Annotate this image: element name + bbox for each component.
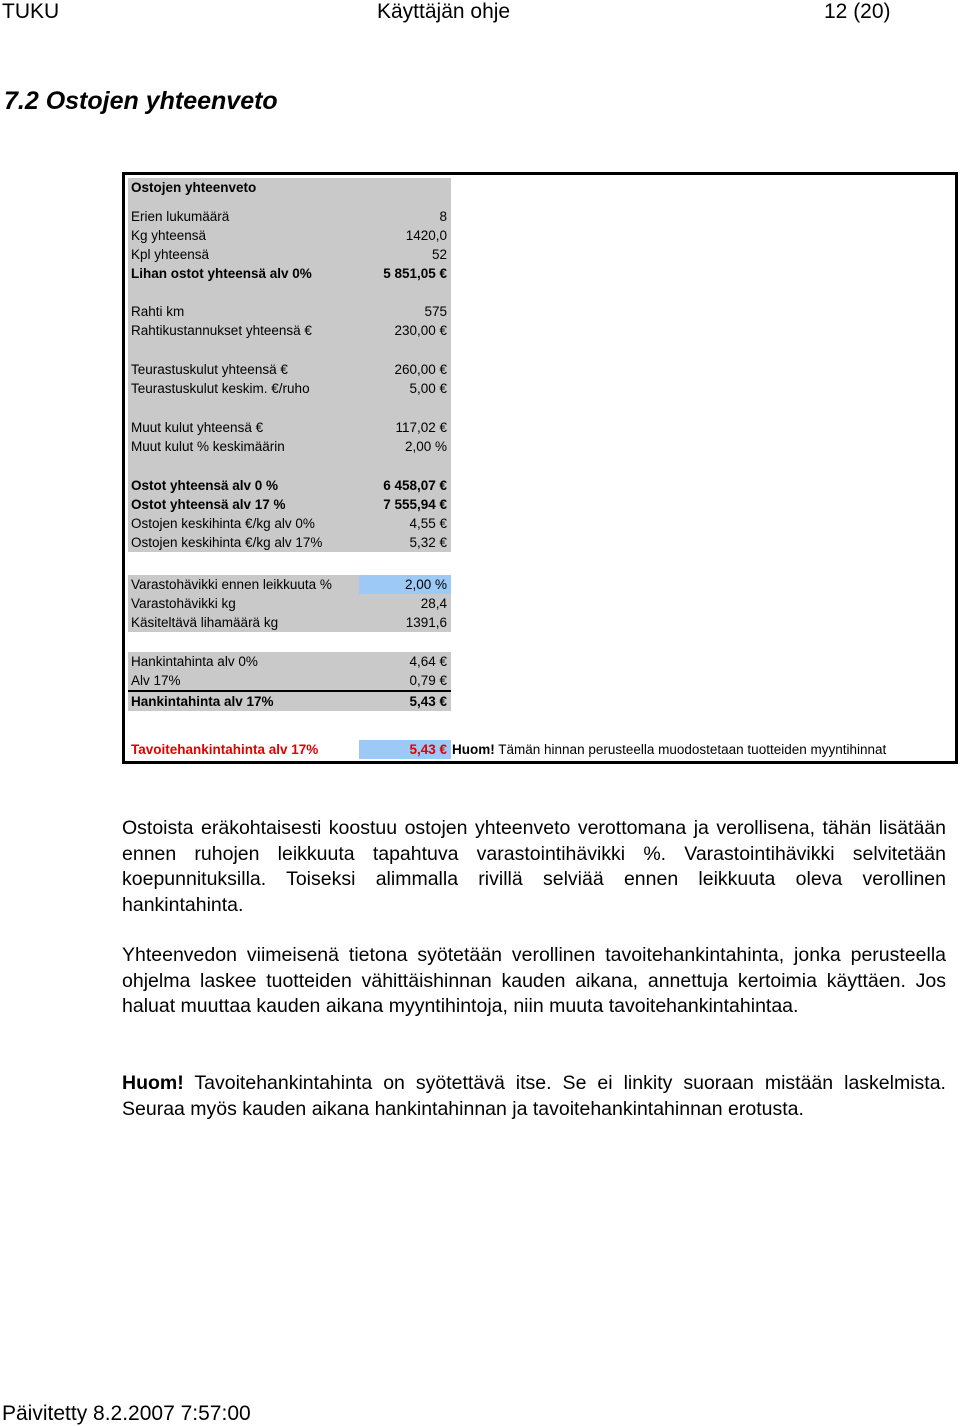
row-value: 2,00 %	[404, 439, 447, 454]
table-row	[128, 360, 451, 379]
row-value: 5 851,05 €	[383, 266, 447, 281]
row-value: 2,00 %	[404, 577, 447, 592]
row-value: 4,64 €	[409, 654, 447, 669]
row-label: Varastohävikki kg	[131, 596, 236, 611]
summary-title: Ostojen yhteenveto	[131, 180, 257, 195]
row-label: Ostojen keskihinta €/kg alv 17%	[131, 535, 323, 550]
spacer	[128, 197, 451, 207]
row-value: 1391,6	[405, 615, 447, 630]
footer-updated: Päivitetty 8.2.2007 7:57:00	[2, 1402, 251, 1425]
row-value: 1420,0	[405, 228, 447, 243]
table-row	[128, 207, 451, 226]
row-value: 52	[431, 247, 447, 262]
spreadsheet-screenshot	[122, 172, 958, 764]
paragraph-note-text: Tavoitehankintahinta on syötettävä itse. Se ei linkity suoraan mistään laskelmista. Seuraa myös kauden aikana hankintahinnan ja tavoitehankintahinnan erotusta.	[122, 1072, 946, 1120]
spacer	[128, 340, 451, 360]
table-row	[128, 514, 451, 533]
row-label: Teurastuskulut keskim. €/ruho	[131, 381, 310, 396]
row-value: 4,55 €	[409, 516, 447, 531]
row-label: Käsiteltävä lihamäärä kg	[131, 615, 279, 630]
table-row	[128, 437, 451, 456]
row-value: 28,4	[420, 596, 447, 611]
row-value: 5,43 €	[409, 742, 447, 757]
table-row	[128, 302, 451, 321]
paragraph-summary: Ostoista eräkohtaisesti koostuu ostojen yhteenveto verottomana ja verollisena, tähän lisätään ennen ruhojen leikkuuta tapahtuva varastointihävikki %. Varastointihävikki selvitetään koepunnituksilla. Toiseksi alimmalla rivillä selviää ennen leikkuuta oleva verollinen hankintahinta.	[122, 817, 946, 916]
table-row	[128, 418, 451, 437]
sheet-note	[452, 740, 886, 759]
table-row	[128, 476, 451, 495]
row-value: 8	[439, 209, 447, 224]
table-row	[128, 690, 451, 711]
row-value: 575	[424, 304, 447, 319]
row-label: Rahti km	[131, 304, 185, 319]
row-label: Ostot yhteensä alv 0 %	[131, 478, 279, 493]
table-row	[128, 671, 451, 690]
note-emphasis: Huom!	[452, 742, 495, 757]
spacer	[128, 398, 451, 418]
row-label: Erien lukumäärä	[131, 209, 230, 224]
paragraph-note	[122, 1071, 946, 1122]
table-row	[128, 575, 451, 594]
table-row	[128, 245, 451, 264]
summary-panel	[128, 178, 451, 761]
table-row	[128, 379, 451, 398]
row-label: Teurastuskulut yhteensä €	[131, 362, 288, 377]
row-label: Kpl yhteensä	[131, 247, 210, 262]
table-row	[128, 533, 451, 552]
row-value: 0,79 €	[409, 673, 447, 688]
row-label: Alv 17%	[131, 673, 181, 688]
header-doc-name: TUKU	[2, 0, 60, 23]
row-label: Muut kulut yhteensä €	[131, 420, 264, 435]
row-label: Rahtikustannukset yhteensä €	[131, 323, 312, 338]
table-row	[128, 594, 451, 613]
table-row	[128, 652, 451, 671]
row-value: 230,00 €	[394, 323, 447, 338]
row-value: 6 458,07 €	[383, 478, 447, 493]
row-value: 5,43 €	[409, 694, 447, 709]
row-value: 5,32 €	[409, 535, 447, 550]
row-label: Lihan ostot yhteensä alv 0%	[131, 266, 312, 281]
header-page-number: 12 (20)	[824, 0, 891, 23]
row-value: 5,00 €	[409, 381, 447, 396]
row-value: 117,02 €	[395, 420, 447, 435]
row-label: Tavoitehankintahinta alv 17%	[131, 742, 319, 757]
row-label: Hankintahinta alv 0%	[131, 654, 258, 669]
spacer	[128, 283, 451, 302]
note-text: Tämän hinnan perusteella muodostetaan tuotteiden myyntihinnat	[498, 742, 887, 757]
row-value: 260,00 €	[394, 362, 447, 377]
paragraph-note-emphasis: Huom!	[122, 1072, 184, 1094]
table-row	[128, 495, 451, 514]
row-value: 7 555,94 €	[383, 497, 447, 512]
table-row	[128, 321, 451, 340]
table-row	[128, 613, 451, 632]
row-label: Ostot yhteensä alv 17 %	[131, 497, 286, 512]
target-price-row	[128, 740, 451, 759]
row-label: Kg yhteensä	[131, 228, 207, 243]
row-label: Hankintahinta alv 17%	[131, 694, 274, 709]
header-doc-title: Käyttäjän ohje	[377, 0, 511, 23]
table-row	[128, 226, 451, 245]
table-row	[128, 264, 451, 283]
section-title: 7.2 Ostojen yhteenveto	[4, 87, 278, 115]
summary-title-row	[128, 178, 451, 197]
spacer	[128, 456, 451, 476]
row-label: Ostojen keskihinta €/kg alv 0%	[131, 516, 315, 531]
row-label: Muut kulut % keskimäärin	[131, 439, 285, 454]
paragraph-target-price: Yhteenvedon viimeisenä tietona syötetään verollinen tavoitehankintahinta, jonka perusteella ohjelma laskee tuotteiden vähittäishinnan kauden aikana, annettuja kertoimia käyttäen. Jos haluat muuttaa kauden aikana myyntihintoja, niin muuta tavoitehankintahintaa.	[122, 944, 946, 1017]
row-label: Varastohävikki ennen leikkuuta %	[131, 577, 332, 592]
